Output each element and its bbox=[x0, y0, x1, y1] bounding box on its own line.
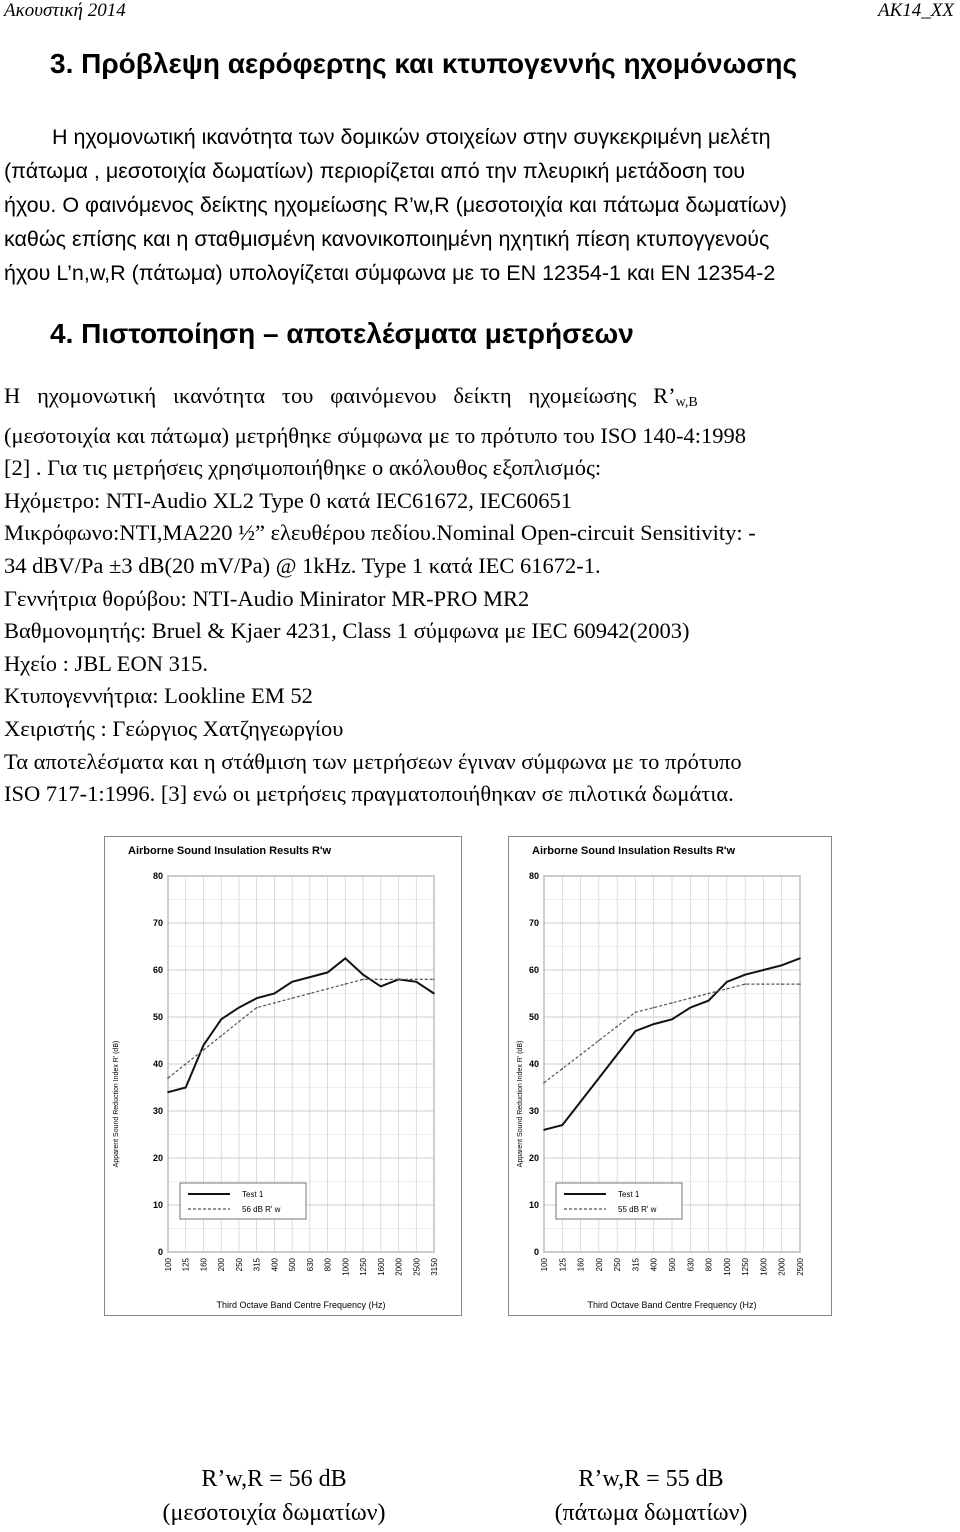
measured-point bbox=[689, 1007, 691, 1009]
reference-point bbox=[543, 1082, 545, 1084]
measured-point bbox=[433, 993, 435, 995]
y-tick-label: 40 bbox=[528, 1059, 539, 1069]
paragraph-line: ήχου. Ο φαινόμενος δείκτης ηχομείωσης R’w,R (μεσοτοιχία και πάτωμα δωματίων) bbox=[4, 193, 787, 217]
chart-floor bbox=[508, 836, 832, 1316]
x-tick-label: 2500 bbox=[796, 1258, 805, 1276]
reference-point bbox=[781, 983, 783, 985]
reference-point bbox=[708, 993, 710, 995]
section-3-paragraph bbox=[4, 120, 954, 290]
section-4-heading: 4. Πιστοποίηση – αποτελέσματα μετρήσεων bbox=[50, 318, 634, 349]
x-tick-label: 630 bbox=[305, 1258, 315, 1272]
x-tick-label: 1250 bbox=[359, 1258, 369, 1276]
paragraph-line: ήχου L’n,w,R (πάτωμα) υπολογίζεται σύμφωνα με το EN 12354-1 και EN 12354-2 bbox=[4, 261, 776, 285]
paragraph-line: Μικρόφωνο:NTI,MA220 ½” ελευθέρου πεδίου.Nominal Open-circuit Sensitivity: - bbox=[4, 520, 756, 546]
legend-label: 56 dB R' w bbox=[242, 1205, 281, 1214]
x-tick-label: 200 bbox=[217, 1258, 227, 1272]
x-tick-label: 400 bbox=[270, 1258, 280, 1272]
y-tick-label: 70 bbox=[528, 918, 539, 928]
reference-point bbox=[274, 1002, 276, 1004]
x-tick-label: 1000 bbox=[722, 1258, 732, 1276]
reference-point bbox=[616, 1026, 618, 1028]
measured-point bbox=[708, 1000, 710, 1002]
x-tick-label: 125 bbox=[181, 1258, 191, 1272]
measured-point bbox=[763, 969, 765, 971]
reference-point bbox=[433, 979, 435, 981]
x-tick-label: 400 bbox=[649, 1258, 659, 1272]
reference-point bbox=[726, 988, 728, 990]
measured-point bbox=[543, 1129, 545, 1131]
reference-point bbox=[220, 1035, 222, 1037]
reference-point bbox=[256, 1007, 258, 1009]
paragraph-line: Ηχόμετρο: NTI-Audio XL2 Type 0 κατά IEC61672, IEC60651 bbox=[4, 487, 572, 513]
x-tick-label: 630 bbox=[686, 1258, 696, 1272]
measured-point bbox=[726, 981, 728, 983]
y-tick-label: 10 bbox=[152, 1200, 163, 1210]
y-tick-label: 70 bbox=[152, 918, 163, 928]
caption-floor bbox=[520, 1462, 782, 1530]
header-right: AK14_XX bbox=[878, 0, 954, 21]
x-axis-label: Third Octave Band Centre Frequency (Hz) bbox=[587, 1300, 757, 1310]
y-tick-label: 30 bbox=[528, 1106, 539, 1116]
x-tick-label: 500 bbox=[288, 1258, 298, 1272]
paragraph-line: Τα αποτελέσματα και η στάθμιση των μετρήσεων έγιναν σύμφωνα με το πρότυπο bbox=[4, 748, 742, 774]
y-tick-label: 50 bbox=[152, 1012, 163, 1022]
y-tick-label: 60 bbox=[152, 965, 163, 975]
measured-point bbox=[362, 974, 364, 976]
legend-label: Test 1 bbox=[242, 1190, 264, 1199]
measured-point bbox=[415, 981, 417, 983]
y-tick-label: 80 bbox=[528, 871, 539, 881]
x-tick-label: 160 bbox=[576, 1258, 586, 1272]
x-tick-label: 160 bbox=[199, 1258, 209, 1272]
y-tick-label: 0 bbox=[157, 1247, 163, 1257]
measured-point bbox=[744, 974, 746, 976]
measured-point bbox=[653, 1023, 655, 1025]
reference-point bbox=[362, 979, 364, 981]
chart-wall bbox=[104, 836, 462, 1316]
legend-label: 55 dB R' w bbox=[618, 1205, 657, 1214]
x-tick-label: 125 bbox=[558, 1258, 568, 1272]
measured-point bbox=[309, 976, 311, 978]
y-tick-label: 20 bbox=[528, 1153, 539, 1163]
x-tick-label: 250 bbox=[234, 1258, 244, 1272]
x-tick-label: 200 bbox=[594, 1258, 604, 1272]
x-tick-label: 100 bbox=[164, 1258, 173, 1272]
paragraph-line bbox=[4, 380, 954, 420]
reference-point bbox=[185, 1063, 187, 1065]
caption-wall bbox=[132, 1462, 416, 1530]
y-axis-label: Apparent Sound Reduction Index R' (dB) bbox=[113, 1040, 120, 1168]
y-tick-label: 60 bbox=[528, 965, 539, 975]
reference-point bbox=[398, 979, 400, 981]
reference-point bbox=[167, 1077, 169, 1079]
measured-point bbox=[561, 1124, 563, 1126]
x-tick-label: 1000 bbox=[341, 1258, 351, 1276]
reference-point bbox=[327, 988, 329, 990]
paragraph-line-text: Η ηχομονωτική ικανότητα του φαινόμενου δείκτη ηχομείωσης R’ bbox=[4, 383, 676, 408]
y-tick-label: 40 bbox=[152, 1059, 163, 1069]
reference-point bbox=[635, 1012, 637, 1014]
y-tick-label: 10 bbox=[528, 1200, 539, 1210]
reference-point bbox=[238, 1021, 240, 1023]
caption-value: R’w,R = 55 dB bbox=[578, 1466, 724, 1492]
caption-value: R’w,R = 56 dB bbox=[201, 1466, 347, 1492]
reference-point bbox=[763, 983, 765, 985]
x-tick-label: 1600 bbox=[759, 1258, 769, 1276]
section-3-heading: 3. Πρόβλεψη αερόφερτης και κτυπογεννής ηχομόνωσης bbox=[50, 48, 798, 79]
x-tick-label: 2500 bbox=[412, 1258, 422, 1276]
x-tick-label: 2000 bbox=[394, 1258, 404, 1276]
paragraph-line: Η ηχομονωτική ικανότητα των δομικών στοιχείων στην συγκεκριμένη μελέτη bbox=[52, 125, 771, 149]
x-tick-label: 500 bbox=[668, 1258, 677, 1272]
x-tick-label: 250 bbox=[613, 1258, 623, 1272]
chart-title: Airborne Sound Insulation Results R'w bbox=[128, 845, 332, 857]
reference-point bbox=[345, 983, 347, 985]
measured-point bbox=[203, 1044, 205, 1046]
caption-label: (μεσοτοιχία δωματίων) bbox=[162, 1500, 386, 1526]
reference-point bbox=[799, 983, 801, 985]
measured-point bbox=[799, 957, 801, 959]
x-tick-label: 100 bbox=[540, 1258, 549, 1272]
paragraph-line: Κτυπογεννήτρια: Lookline EM 52 bbox=[4, 683, 313, 709]
measured-point bbox=[220, 1019, 222, 1021]
y-axis-label: Apparent Sound Reduction Index R' (dB) bbox=[517, 1040, 524, 1168]
reference-point bbox=[671, 1002, 673, 1004]
measured-point bbox=[345, 957, 347, 959]
paragraph-line: (πάτωμα , μεσοτοιχία δωματίων) περιορίζεται από την πλευρική μετάδοση του bbox=[4, 159, 746, 183]
chart-frame bbox=[509, 837, 832, 1316]
reference-point bbox=[744, 983, 746, 985]
reference-point bbox=[689, 997, 691, 999]
paragraph-line: Ηχείο : JBL EON 315. bbox=[4, 650, 209, 676]
chart-title: Airborne Sound Insulation Results R'w bbox=[532, 845, 736, 857]
x-tick-label: 800 bbox=[323, 1258, 333, 1272]
y-tick-label: 30 bbox=[152, 1106, 163, 1116]
reference-point bbox=[380, 979, 382, 981]
reference-point bbox=[415, 979, 417, 981]
measured-point bbox=[291, 981, 293, 983]
reference-point bbox=[291, 997, 293, 999]
measured-point bbox=[274, 993, 276, 995]
y-tick-label: 20 bbox=[152, 1153, 163, 1163]
x-axis-label: Third Octave Band Centre Frequency (Hz) bbox=[216, 1300, 386, 1310]
y-tick-label: 80 bbox=[152, 871, 163, 881]
reference-point bbox=[561, 1068, 563, 1070]
measured-point bbox=[580, 1101, 582, 1103]
paragraph-line: Βαθμονομητής: Bruel & Kjaer 4231, Class 1 σύμφωνα με IEC 60942(2003) bbox=[4, 618, 690, 644]
reference-point bbox=[598, 1040, 600, 1042]
x-tick-label: 315 bbox=[631, 1258, 641, 1272]
x-tick-label: 800 bbox=[704, 1258, 714, 1272]
section-4-paragraph bbox=[4, 380, 954, 811]
measured-point bbox=[781, 965, 783, 967]
paragraph-line: [2] . Για τις μετρήσεις χρησιμοποιήθηκε ο ακόλουθος εξοπλισμός: bbox=[4, 455, 602, 481]
paragraph-line: Γεννήτρια θορύβου: NTI-Audio Minirator MR-PRO MR2 bbox=[4, 585, 530, 611]
legend-label: Test 1 bbox=[618, 1190, 640, 1199]
y-tick-label: 50 bbox=[528, 1012, 539, 1022]
reference-point bbox=[309, 993, 311, 995]
measured-point bbox=[671, 1019, 673, 1021]
x-tick-label: 315 bbox=[252, 1258, 262, 1272]
x-tick-label: 1250 bbox=[741, 1258, 751, 1276]
measured-point bbox=[327, 972, 329, 974]
reference-point bbox=[203, 1049, 205, 1051]
paragraph-line: καθώς επίσης και η σταθμισμένη κανονικοποιημένη ηχητική πίεση κτυπογγενούς bbox=[4, 227, 770, 251]
reference-point bbox=[580, 1054, 582, 1056]
measured-point bbox=[598, 1077, 600, 1079]
caption-label: (πάτωμα δωματίων) bbox=[554, 1500, 748, 1526]
measured-point bbox=[238, 1007, 240, 1009]
paragraph-line: ISO 717-1:1996. [3] ενώ οι μετρήσεις πραγματοποιήθηκαν σε πιλοτικά δωμάτια. bbox=[4, 781, 734, 807]
x-tick-label: 3150 bbox=[430, 1258, 439, 1276]
paragraph-line: (μεσοτοιχία και πάτωμα) μετρήθηκε σύμφωνα με το πρότυπο του ISO 140-4:1998 bbox=[4, 422, 746, 448]
paragraph-line: Χειριστής : Γεώργιος Χατζηγεωργίου bbox=[4, 715, 344, 741]
reference-point bbox=[653, 1007, 655, 1009]
y-tick-label: 0 bbox=[533, 1247, 539, 1257]
paragraph-line: 34 dBV/Pa ±3 dB(20 mV/Pa) @ 1kHz. Type 1 κατά IEC 61672-1. bbox=[4, 552, 601, 578]
measured-point bbox=[616, 1054, 618, 1056]
x-tick-label: 2000 bbox=[777, 1258, 787, 1276]
measured-point bbox=[380, 986, 382, 988]
index-subscript: w,B bbox=[675, 395, 698, 410]
header-left: Ακουστική 2014 bbox=[4, 0, 126, 21]
chart-frame bbox=[105, 837, 462, 1316]
measured-point bbox=[256, 997, 258, 999]
measured-point bbox=[635, 1030, 637, 1032]
measured-point bbox=[185, 1087, 187, 1089]
x-tick-label: 1600 bbox=[376, 1258, 386, 1276]
measured-point bbox=[167, 1091, 169, 1093]
